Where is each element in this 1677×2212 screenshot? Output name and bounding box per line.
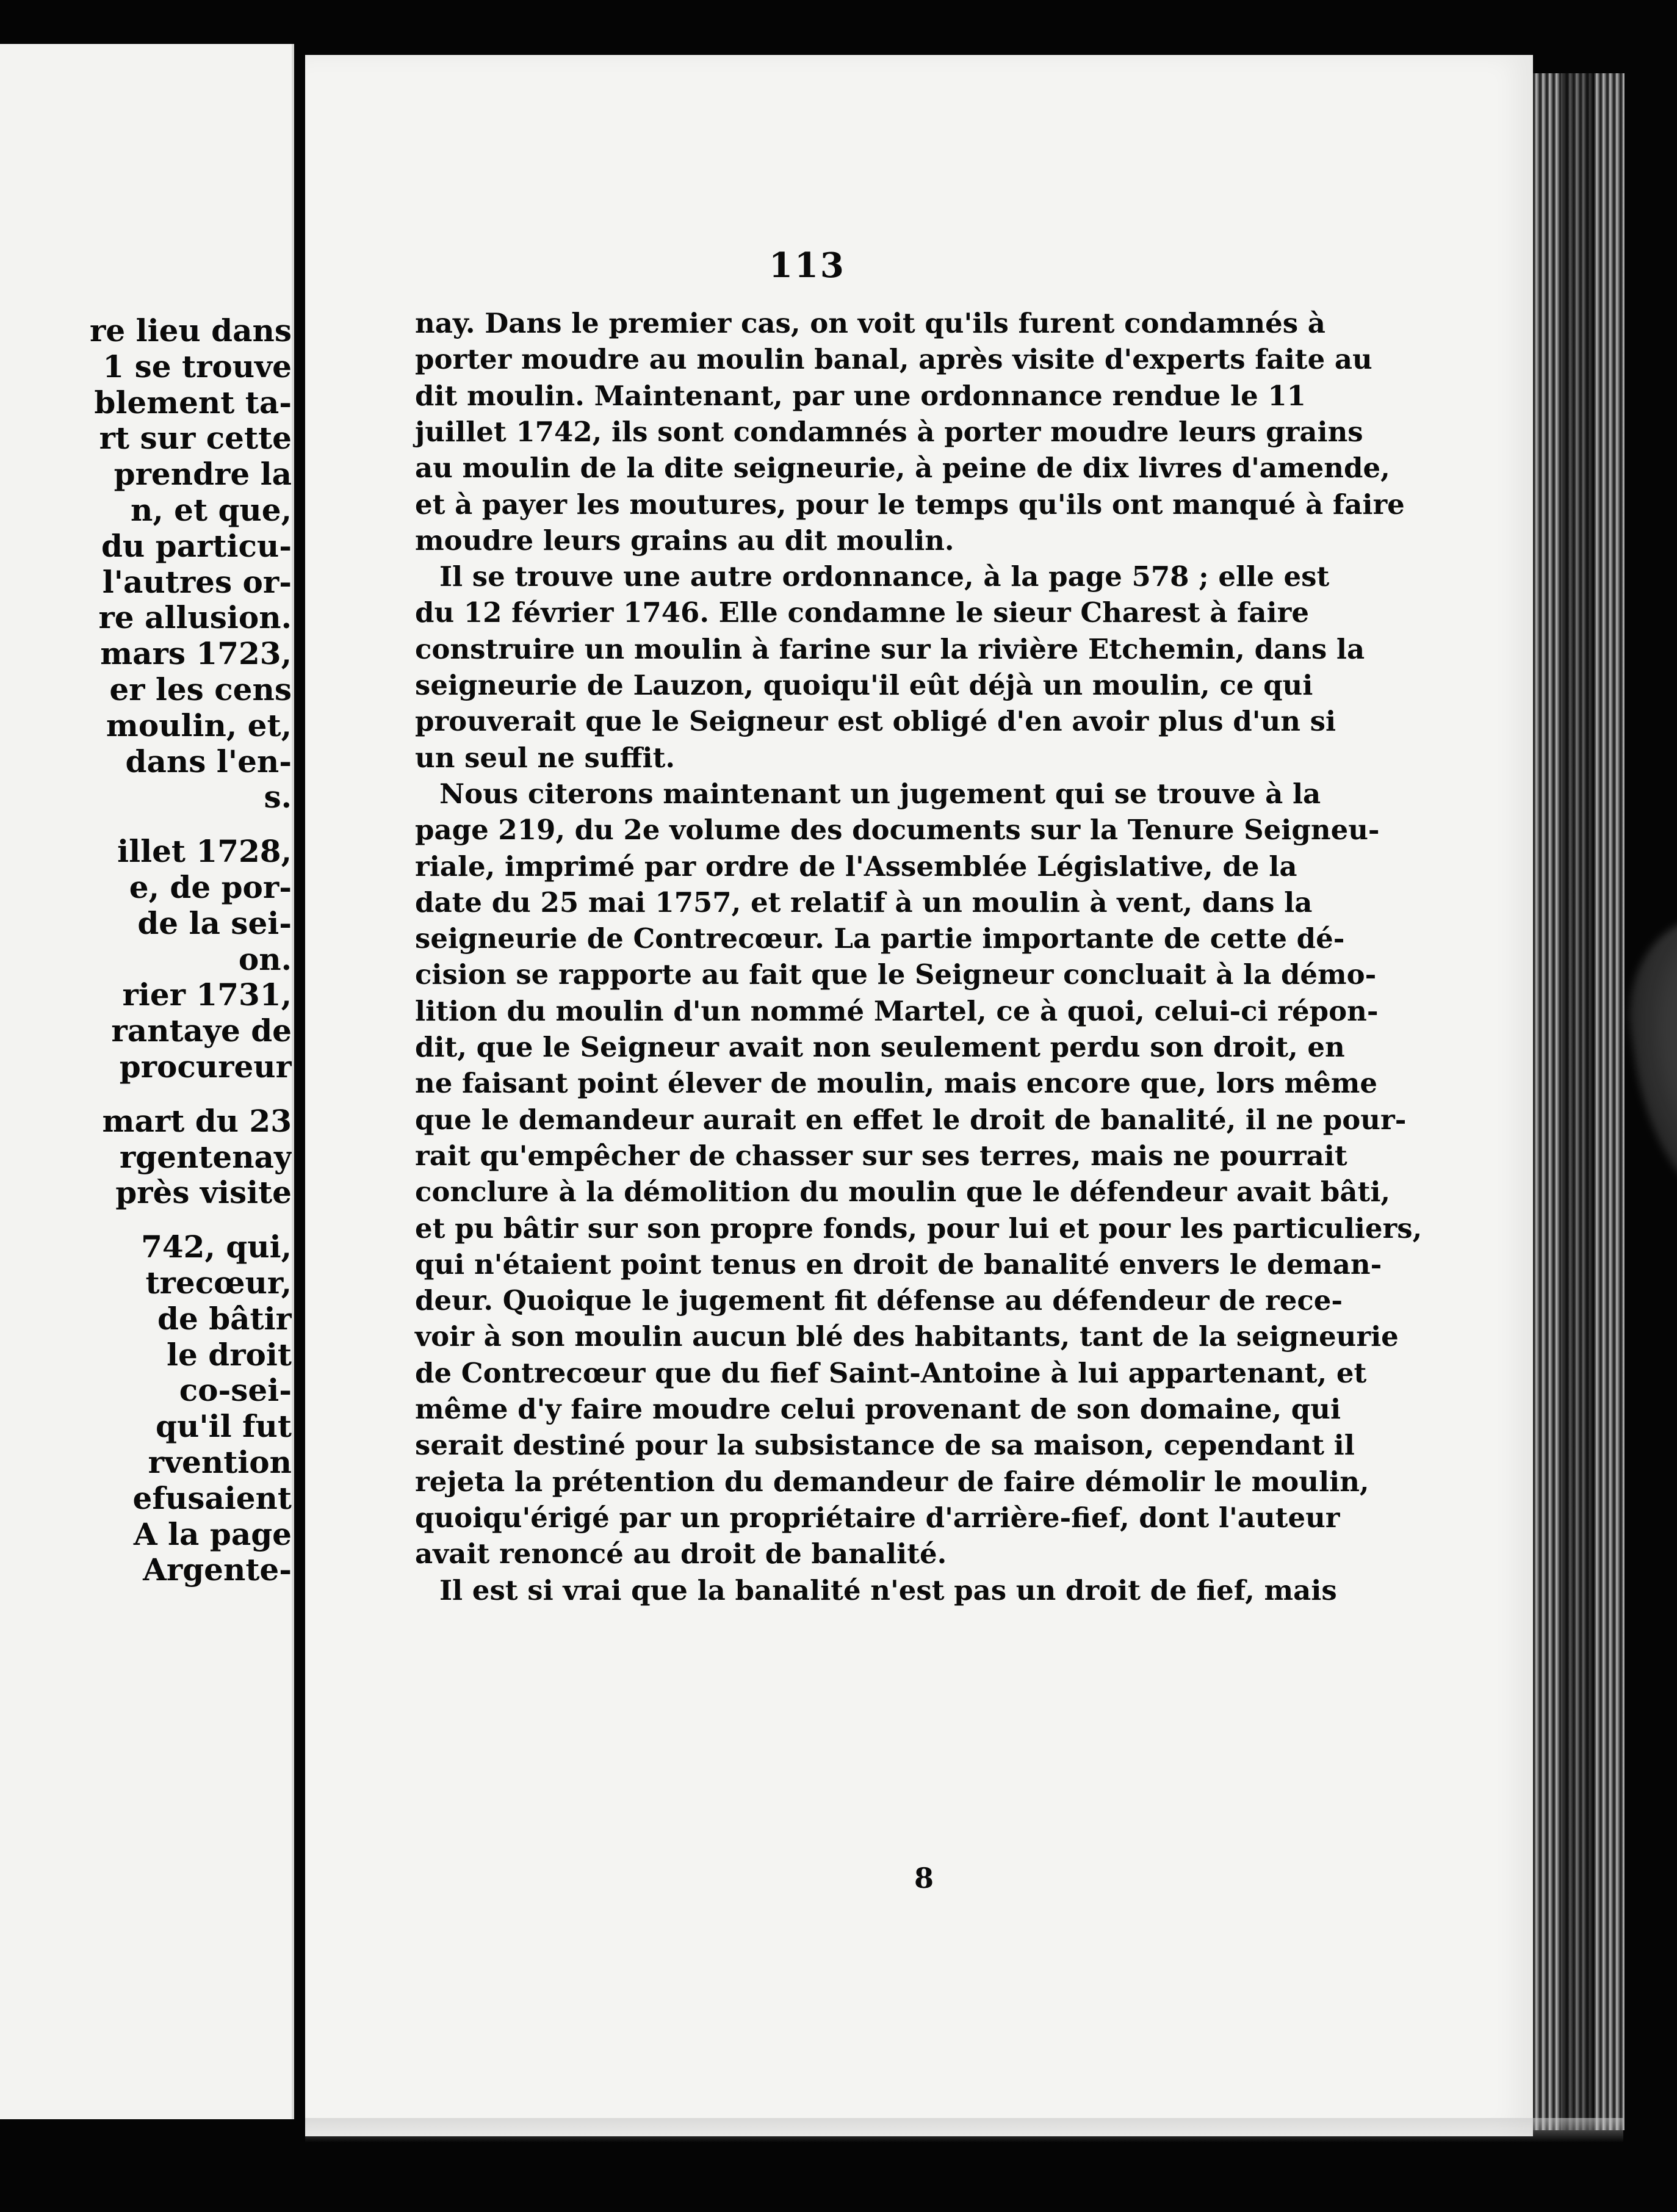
body-line: construire un moulin à farine sur la rivière Etchemin, dans la <box>415 632 1365 665</box>
body-line: Nous citerons maintenant un jugement qui se trouve à la <box>439 777 1321 810</box>
body-line: au moulin de la dite seigneurie, à peine de dix livres d'amende, <box>415 452 1390 485</box>
page-bottom-shadow <box>305 2118 1623 2142</box>
body-line: un seul ne suffit. <box>415 741 676 774</box>
left-page-line: mart du 23 <box>102 1102 292 1139</box>
left-page-line: de bâtir <box>157 1300 292 1337</box>
left-page-line: blement ta- <box>94 384 292 421</box>
body-line: serait destiné pour la subsistance de sa maison, cependant il <box>415 1429 1355 1462</box>
left-page-line: co-sei- <box>179 1372 292 1409</box>
body-line: avait renoncé au droit de banalité. <box>415 1538 947 1570</box>
left-page-line: le droit <box>167 1336 292 1373</box>
left-page-line: Argente- <box>143 1552 292 1588</box>
left-page-line: de la sei- <box>137 905 292 941</box>
left-page-line: 1 se trouve <box>103 348 292 385</box>
left-page-line: re allusion. <box>98 599 292 636</box>
left-page-line: n, et que, <box>130 492 292 528</box>
body-line: qui n'étaient point tenus en droit de banalité envers le deman- <box>415 1248 1382 1281</box>
body-line: ne faisant point élever de moulin, mais encore que, lors même <box>415 1067 1377 1100</box>
left-page-line: A la page <box>133 1516 292 1552</box>
left-page-line: rt sur cette <box>99 420 292 457</box>
body-line: et à payer les moutures, pour le temps qu'ils ont manqué à faire <box>415 488 1405 521</box>
body-line: conclure à la démolition du moulin que le défendeur avait bâti, <box>415 1176 1391 1209</box>
body-line: et pu bâtir sur son propre fonds, pour lui et pour les particuliers, <box>415 1212 1423 1245</box>
left-page-line: qu'il fut <box>156 1408 292 1445</box>
left-page-line: efusaient <box>132 1480 292 1516</box>
body-line: cision se rapporte au fait que le Seigneur concluait à la démo- <box>415 958 1377 991</box>
left-page-line: rantaye de <box>111 1013 292 1049</box>
left-page-line: rgentenay <box>119 1138 292 1175</box>
left-page-line: l'autres or- <box>102 563 292 600</box>
body-line: rait qu'empêcher de chasser sur ses terres, mais ne pourrait <box>415 1139 1347 1172</box>
left-page-line: rvention <box>148 1444 292 1480</box>
body-line: même d'y faire moudre celui provenant de son domaine, qui <box>415 1393 1341 1425</box>
body-line: riale, imprimé par ordre de l'Assemblée Législative, de la <box>415 850 1297 883</box>
body-line: seigneurie de Contrecœur. La partie importante de cette dé- <box>415 922 1345 955</box>
left-page-line: trecœur, <box>145 1265 292 1301</box>
left-page-line: prendre la <box>114 456 292 493</box>
left-page-line: on. <box>238 941 292 977</box>
page-number: 113 <box>769 245 846 286</box>
body-line: dit moulin. Maintenant, par une ordonnance rendue le 11 <box>415 379 1306 412</box>
left-page-line: rier 1731, <box>122 977 292 1013</box>
left-page-line: dans l'en- <box>125 743 292 779</box>
body-line: rejeta la prétention du demandeur de faire démolir le moulin, <box>415 1465 1369 1498</box>
left-page-line: re lieu dans <box>90 313 292 349</box>
body-line: date du 25 mai 1757, et relatif à un moulin à vent, dans la <box>415 886 1313 919</box>
body-line: Il est si vrai que la banalité n'est pas un droit de fief, mais <box>439 1574 1337 1607</box>
body-line: du 12 février 1746. Elle condamne le sieur Charest à faire <box>415 596 1309 629</box>
body-line: nay. Dans le premier cas, on voit qu'ils furent condamnés à <box>415 307 1325 339</box>
body-line: seigneurie de Lauzon, quoiqu'il eût déjà un moulin, ce qui <box>415 669 1313 701</box>
body-line: prouverait que le Seigneur est obligé d'en avoir plus d'un si <box>415 705 1336 738</box>
body-line: page 219, du 2e volume des documents sur la Tenure Seigneu- <box>415 814 1380 847</box>
page-stain <box>1617 904 1677 1213</box>
left-page-line: mars 1723, <box>100 635 292 672</box>
body-line: quoiqu'érigé par un propriétaire d'arrière-fief, dont l'auteur <box>415 1501 1340 1534</box>
left-page-line: moulin, et, <box>106 707 292 743</box>
body-line: porter moudre au moulin banal, après visite d'experts faite au <box>415 343 1372 376</box>
body-line: voir à son moulin aucun blé des habitants, tant de la seigneurie <box>415 1320 1399 1353</box>
left-page-line: du particu- <box>101 527 292 564</box>
body-line: moudre leurs grains au dit moulin. <box>415 524 954 557</box>
left-page-line: er les cens <box>109 671 292 707</box>
left-page-line: e, de por- <box>129 869 292 905</box>
left-page-line: procureur <box>119 1049 292 1085</box>
body-line: deur. Quoique le jugement fit défense au défendeur de rece- <box>415 1284 1343 1317</box>
body-line: dit, que le Seigneur avait non seulement perdu son droit, en <box>415 1031 1345 1063</box>
left-page-line: près visite <box>115 1174 292 1211</box>
signature-mark: 8 <box>914 1862 934 1895</box>
left-facing-page <box>0 44 294 2119</box>
body-line: de Contrecœur que du fief Saint-Antoine à lui appartenant, et <box>415 1356 1367 1389</box>
left-page-line: illet 1728, <box>117 833 292 870</box>
body-line: Il se trouve une autre ordonnance, à la page 578 ; elle est <box>439 560 1330 593</box>
body-line: juillet 1742, ils sont condamnés à porter moudre leurs grains <box>415 415 1363 448</box>
body-line: que le demandeur aurait en effet le droit de banalité, il ne pour- <box>415 1103 1407 1136</box>
body-line: lition du moulin d'un nommé Martel, ce à quoi, celui-ci répon- <box>415 994 1379 1027</box>
left-page-line: 742, qui, <box>141 1229 292 1265</box>
left-page-line: s. <box>264 779 292 815</box>
book-page-edges-shadow <box>1562 73 1594 2130</box>
